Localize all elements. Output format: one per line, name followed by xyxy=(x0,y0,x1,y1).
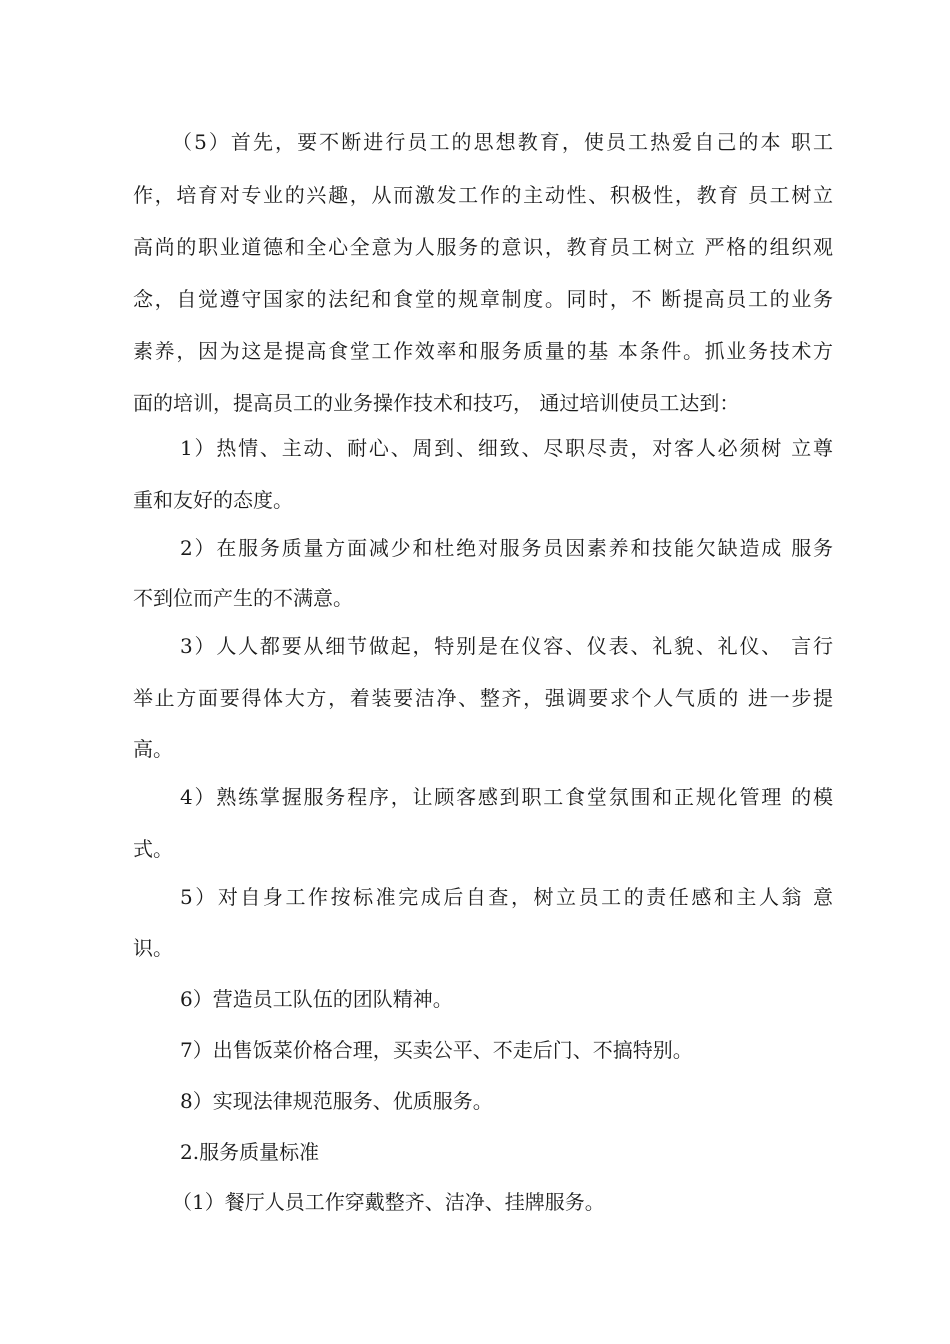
item-7: 7）出售饭菜价格合理，买卖公平、不走后门、不搞特别。 xyxy=(180,1038,693,1062)
item-2-line-2: 不到位而产生的不满意。 xyxy=(133,586,353,610)
paragraph-5-line-1: （5）首先，要不断进行员工的思想教育，使员工热爱自己的本 职工 xyxy=(172,130,833,154)
paragraph-5-line-2: 作，培育对专业的兴趣，从而激发工作的主动性、积极性，教育 员工树立 xyxy=(133,183,833,207)
section-heading-service-quality: 2.服务质量标准 xyxy=(180,1140,320,1164)
item-3-line-2: 举止方面要得体大方，着装要洁净、整齐，强调要求个人气质的 进一步提 xyxy=(133,686,833,710)
paragraph-5-line-6: 面的培训，提高员工的业务操作技术和技巧， 通过培训使员工达到： xyxy=(133,391,740,415)
item-3-line-1: 3）人人都要从细节做起，特别是在仪容、仪表、礼貌、礼仪、 言行 xyxy=(180,634,833,658)
item-6: 6）营造员工队伍的团队精神。 xyxy=(180,987,453,1011)
item-1-line-1: 1）热情、主动、耐心、周到、细致、尽职尽责，对客人必须树 立尊 xyxy=(180,436,833,460)
paragraph-5-line-5: 素养，因为这是提高食堂工作效率和服务质量的基 本条件。抓业务技术方 xyxy=(133,339,833,363)
item-5-line-1: 5）对自身工作按标准完成后自查，树立员工的责任感和主人翁 意 xyxy=(180,885,833,909)
item-5-line-2: 识。 xyxy=(133,936,173,960)
item-4-line-2: 式。 xyxy=(133,837,173,861)
item-2-line-1: 2）在服务质量方面减少和杜绝对服务员因素养和技能欠缺造成 服务 xyxy=(180,536,833,560)
item-4-line-1: 4）熟练掌握服务程序，让顾客感到职工食堂氛围和正规化管理 的模 xyxy=(180,785,833,809)
item-8: 8）实现法律规范服务、优质服务。 xyxy=(180,1089,493,1113)
paragraph-5-line-3: 高尚的职业道德和全心全意为人服务的意识，教育员工树立 严格的组织观 xyxy=(133,235,833,259)
paragraph-5-line-4: 念，自觉遵守国家的法纪和食堂的规章制度。同时，不 断提高员工的业务 xyxy=(133,287,833,311)
standard-item-1: （1）餐厅人员工作穿戴整齐、洁净、挂牌服务。 xyxy=(172,1190,605,1214)
item-3-line-3: 高。 xyxy=(133,737,173,761)
item-1-line-2: 重和友好的态度。 xyxy=(133,488,293,512)
